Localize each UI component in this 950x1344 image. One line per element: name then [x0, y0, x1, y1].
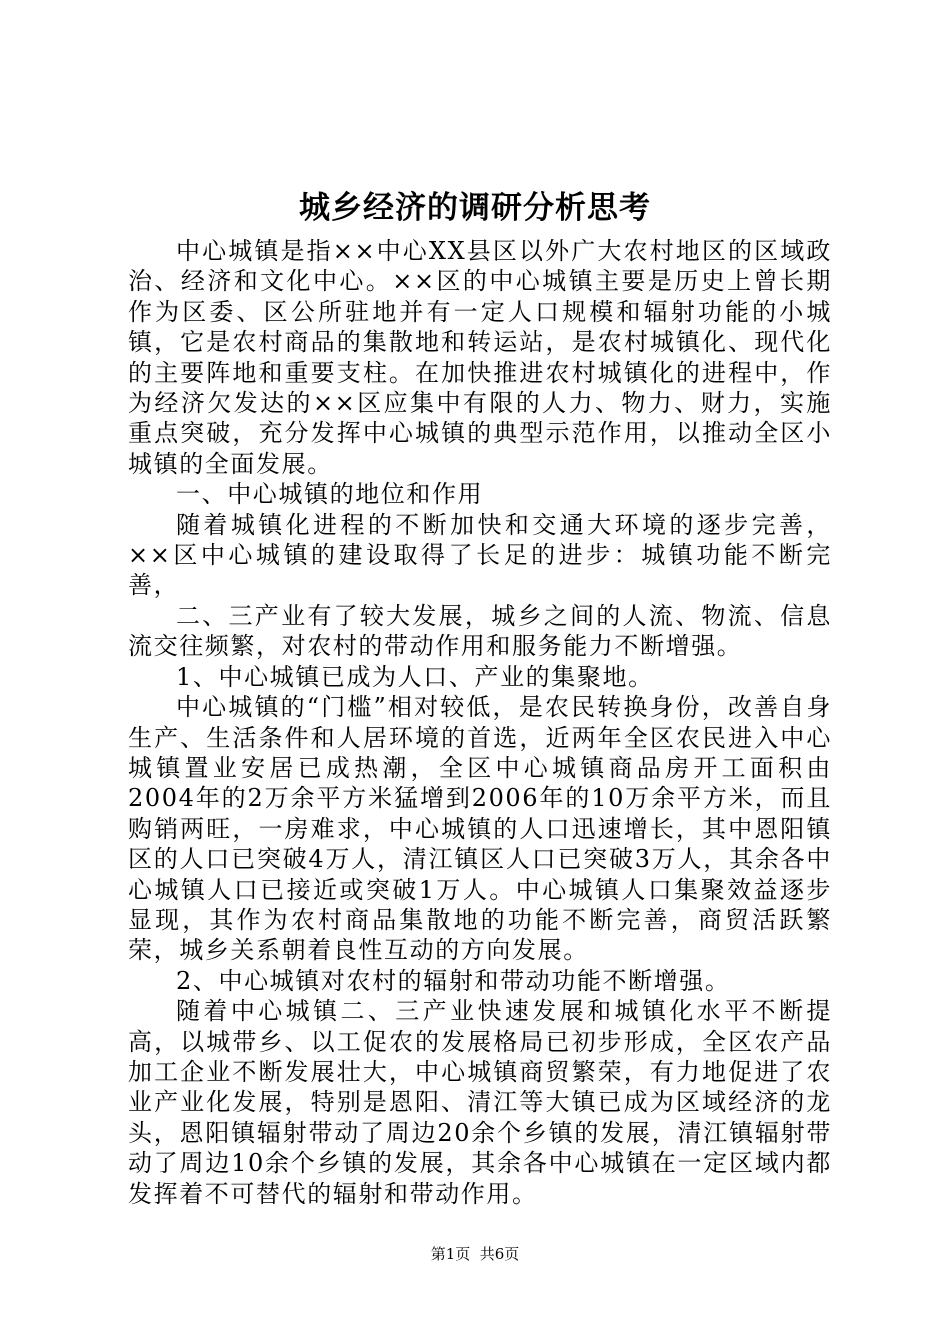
- document-body: [128, 236, 832, 1209]
- subsection-heading: 1、中心城镇已成为人口、产业的集聚地。: [176, 662, 654, 691]
- page-footer: 第1页 共6页: [430, 1245, 520, 1263]
- body-paragraph: 随着中心城镇二、三产业快速发展和城镇化水平不断提高，以城带乡、以工促农的发展格局已初步形成，全区农产品加工企业不断发展壮大，中心城镇商贸繁荣，有力地促进了农业产业化发展，特别是恩阳、清江等大镇已成为区域经济的龙头，恩阳镇辐射带动了周边20余个乡镇的发展，清江镇辐射带动了周边10余个乡镇的发展，其余各中心城镇在一定区域内都发挥着不可替代的辐射和带动作用。: [128, 997, 832, 1208]
- section-heading: 一、中心城镇的地位和作用: [176, 480, 484, 509]
- document-title: 城乡经济的调研分析思考: [299, 190, 651, 226]
- body-paragraph: 中心城镇的“门槛”相对较低，是农民转换身份，改善自身生产、生活条件和人居环境的首选，近两年全区农民进入中心城镇置业安居已成热潮，全区中心城镇商品房开工面积由2004年的2万余平方米猛增到2006年的10万余平方米，而且购销两旺，一房难求，中心城镇的人口迅速增长，其中恩阳镇区的人口已突破4万人，清江镇区人口已突破3万人，其余各中心城镇人口已接近或突破1万人。中心城镇人口集聚效益逐步显现，其作为农村商品集散地的功能不断完善，商贸活跃繁荣，城乡关系朝着良性互动的方向发展。: [128, 693, 832, 965]
- body-paragraph: 二、三产业有了较大发展，城乡之间的人流、物流、信息流交往频繁，对农村的带动作用和服务能力不断增强。: [128, 601, 832, 661]
- body-paragraph: 随着城镇化进程的不断加快和交通大环境的逐步完善，××区中心城镇的建设取得了长足的进步：城镇功能不断完善，: [128, 510, 832, 600]
- subsection-heading: 2、中心城镇对农村的辐射和带动功能不断增强。: [176, 966, 731, 995]
- body-paragraph: 中心城镇是指××中心XX县区以外广大农村地区的区域政治、经济和文化中心。××区的中心城镇主要是历史上曾长期作为区委、区公所驻地并有一定人口规模和辐射功能的小城镇，它是农村商品的集散地和转运站，是农村城镇化、现代化的主要阵地和重要支柱。在加快推进农村城镇化的进程中，作为经济欠发达的××区应集中有限的人力、物力、财力，实施重点突破，充分发挥中心城镇的典型示范作用，以推动全区小城镇的全面发展。: [128, 237, 832, 478]
